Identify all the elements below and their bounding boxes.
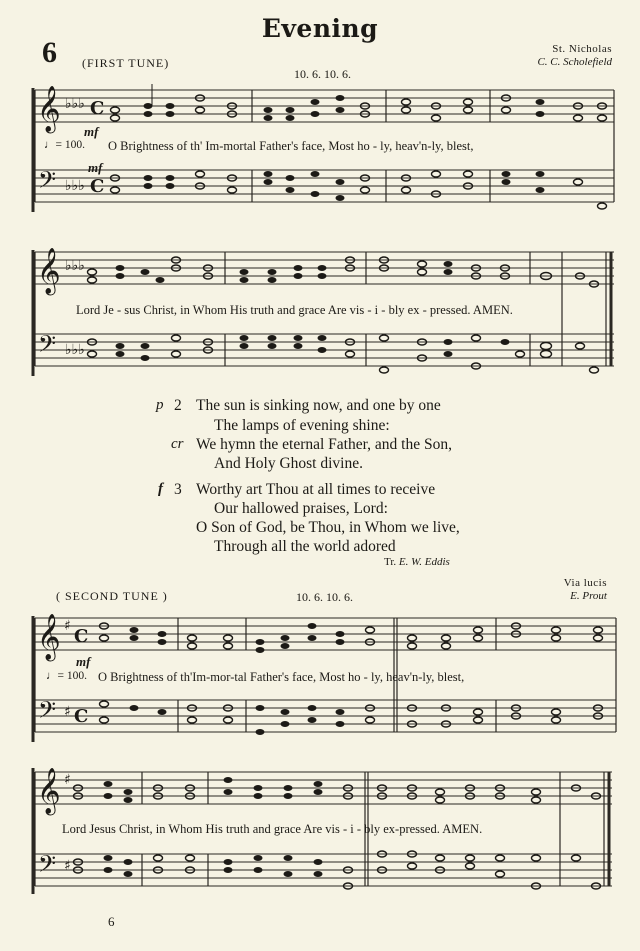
treble-staff: [35, 90, 614, 122]
flat-key-signature-icon: ♭♭♭: [65, 178, 85, 194]
dynamic-mark: mf: [84, 124, 99, 139]
verse-dynamic: p: [156, 397, 164, 413]
dynamic-mark: mf: [76, 654, 91, 669]
quarter-note-icon: ♩: [44, 139, 56, 151]
page-title: Evening: [261, 14, 379, 43]
page-number: 6: [108, 914, 115, 929]
verse-number: 2: [174, 397, 182, 414]
first-tune-name: St. Nicholas: [552, 43, 612, 55]
verse-line: The lamps of evening shine:: [214, 417, 390, 434]
sharp-key-signature-icon: ♯: [64, 858, 71, 874]
bass-notes: [100, 701, 603, 735]
second-tune-name: Via lucis: [563, 577, 607, 589]
treble-staff: [35, 618, 616, 650]
bass-clef-icon: 𝄢: [38, 696, 57, 729]
common-time-icon: C: [74, 626, 89, 647]
verse-line: The sun is sinking now, and one by one: [196, 397, 441, 414]
verse-line: O Son of God, be Thou, in Whom we live,: [196, 519, 460, 536]
lyric-line: Lord Jesus Christ, in Whom His truth and grace Are vis - i - bly ex-pressed. AMEN.: [62, 822, 483, 836]
verse-line: Our hallowed praises, Lord:: [214, 500, 388, 517]
bass-clef-icon: 𝄢: [38, 850, 57, 883]
first-tune-label: (FIRST TUNE): [82, 56, 170, 70]
sharp-key-signature-icon: ♯: [64, 618, 71, 634]
second-tune-label: ( SECOND TUNE ): [56, 589, 168, 603]
treble-notes: [100, 623, 603, 653]
flat-key-signature-icon: ♭♭♭: [65, 96, 85, 112]
treble-clef-icon: 𝄞: [37, 614, 61, 660]
bass-notes: [88, 335, 599, 373]
common-time-icon: C: [74, 706, 89, 727]
sharp-key-signature-icon: ♯: [64, 772, 71, 788]
second-tune-composer: E. Prout: [570, 590, 607, 602]
quarter-note-icon: ♩: [46, 670, 58, 682]
second-tune-meter: 10. 6. 10. 6.: [296, 590, 353, 604]
treble-notes: [74, 777, 601, 803]
lyric-line: O Brightness of th' Im-mortal Father's face, Most ho - ly, heav'n-ly, blest,: [108, 139, 474, 153]
tempo-marking: ♩= 100.: [46, 670, 87, 682]
bass-clef-icon: 𝄢: [38, 330, 57, 363]
treble-notes: [88, 257, 599, 287]
common-time-icon: C: [90, 176, 105, 197]
flat-key-signature-icon: ♭♭♭: [65, 258, 85, 274]
treble-clef-icon: 𝄞: [37, 768, 61, 814]
treble-clef-icon: 𝄞: [37, 248, 61, 294]
bass-staff: [35, 700, 616, 732]
first-tune-meter: 10. 6. 10. 6.: [294, 67, 351, 81]
lyric-line: O Brightness of th'Im-mor-tal Father's face, Most ho - ly, heav'n-ly, blest,: [98, 670, 465, 684]
verse-dynamic: cr: [171, 436, 184, 452]
verse-line: We hymn the eternal Father, and the Son,: [196, 436, 452, 453]
sharp-key-signature-icon: ♯: [64, 704, 71, 720]
verse-line: And Holy Ghost divine.: [214, 455, 363, 472]
treble-staff: [35, 772, 612, 804]
verse-line: Through all the world adored: [214, 538, 396, 555]
bass-clef-icon: 𝄢: [38, 166, 57, 199]
flat-key-signature-icon: ♭♭♭: [65, 342, 85, 358]
treble-clef-icon: 𝄞: [37, 86, 61, 132]
hymn-number: 6: [42, 36, 57, 69]
tempo-marking: ♩= 100.: [44, 139, 85, 151]
common-time-icon: C: [90, 98, 105, 119]
lyric-line: Lord Je - sus Christ, in Whom His truth and grace Are vis - i - bly ex - pressed. AMEN.: [76, 303, 513, 317]
dynamic-mark: mf: [88, 160, 103, 175]
bass-notes: [111, 171, 607, 209]
translator-credit: Tr. E. W. Eddis: [384, 556, 450, 568]
verse-line: Worthy art Thou at all times to receive: [196, 481, 436, 498]
verse-dynamic: f: [158, 481, 163, 497]
bass-staff: [35, 170, 614, 202]
first-tune-composer: C. C. Scholefield: [537, 56, 612, 68]
verse-number: 3: [174, 481, 182, 498]
bass-staff: [35, 854, 612, 886]
